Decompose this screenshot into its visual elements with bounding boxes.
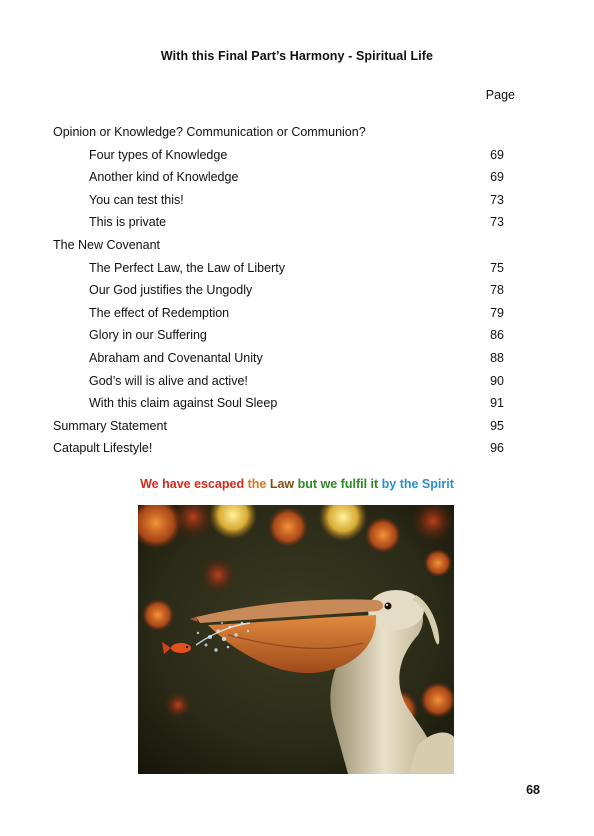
- toc-entry-page: 91: [490, 396, 504, 411]
- toc-entry: [0, 234, 594, 257]
- toc-entry-page: 75: [490, 260, 504, 275]
- caption-segment: but we: [297, 477, 341, 491]
- toc-entry: [0, 166, 594, 189]
- toc-entry: [0, 347, 594, 370]
- toc-entry-page: 69: [490, 147, 504, 162]
- toc-entry: [0, 279, 594, 302]
- toc-entry-label: Another kind of Knowledge: [89, 170, 239, 185]
- toc-entry-label: Catapult Lifestyle!: [53, 441, 153, 456]
- toc-entry-label: Summary Statement: [53, 418, 167, 433]
- toc-entry: [0, 392, 594, 415]
- toc-entry-label: With this claim against Soul Sleep: [89, 396, 278, 411]
- toc-entry-label: God’s will is alive and active!: [89, 373, 248, 388]
- toc-entry: [0, 302, 594, 325]
- caption-segment: the: [247, 477, 270, 491]
- toc-entry: [0, 257, 594, 280]
- toc-entry: [0, 415, 594, 438]
- caption-segment: Law: [269, 477, 298, 491]
- toc-entry-label: The Perfect Law, the Law of Liberty: [89, 260, 285, 275]
- image-caption: [0, 477, 594, 491]
- caption-segment: by the Spirit: [381, 477, 454, 491]
- toc-entry-page: 73: [490, 192, 504, 207]
- toc-entry: [0, 324, 594, 347]
- toc-entry-label: Abraham and Covenantal Unity: [89, 350, 263, 365]
- page-column-header: Page: [485, 88, 515, 102]
- toc-entry: [0, 370, 594, 393]
- toc-entry-page: 78: [490, 283, 504, 298]
- toc-entry-label: Glory in our Suffering: [89, 328, 207, 343]
- toc-entry-page: 86: [490, 328, 504, 343]
- toc-entry-page: 73: [490, 215, 504, 230]
- page-title: With this Final Part’s Harmony - Spiritual Life: [160, 49, 434, 63]
- table-of-contents: [0, 121, 594, 460]
- toc-entry-page: 69: [490, 170, 504, 185]
- toc-entry-label: This is private: [89, 215, 167, 230]
- pelican-photo: [138, 505, 454, 774]
- toc-entry-label: The New Covenant: [53, 237, 161, 252]
- page-number: 68: [526, 783, 540, 797]
- toc-entry-page: 88: [490, 350, 504, 365]
- toc-entry: [0, 211, 594, 234]
- toc-entry-label: You can test this!: [89, 192, 184, 207]
- toc-entry-label: Four types of Knowledge: [89, 147, 228, 162]
- toc-entry: [0, 437, 594, 460]
- toc-entry: [0, 144, 594, 167]
- caption-segment: We have escaped: [140, 477, 248, 491]
- toc-entry-label: The effect of Redemption: [89, 305, 230, 320]
- toc-entry-page: 96: [490, 441, 504, 456]
- pelican-catching-fish-photo: [138, 505, 454, 774]
- caption-segment: fulfil it: [340, 477, 382, 491]
- toc-entry: [0, 189, 594, 212]
- toc-entry-page: 95: [490, 418, 504, 433]
- toc-entry-label: Our God justifies the Ungodly: [89, 283, 253, 298]
- toc-entry-label: Opinion or Knowledge? Communication or Communion?: [53, 125, 366, 139]
- toc-entry-page: 90: [490, 373, 504, 388]
- toc-entry-page: 79: [490, 305, 504, 320]
- toc-entry: [0, 121, 594, 144]
